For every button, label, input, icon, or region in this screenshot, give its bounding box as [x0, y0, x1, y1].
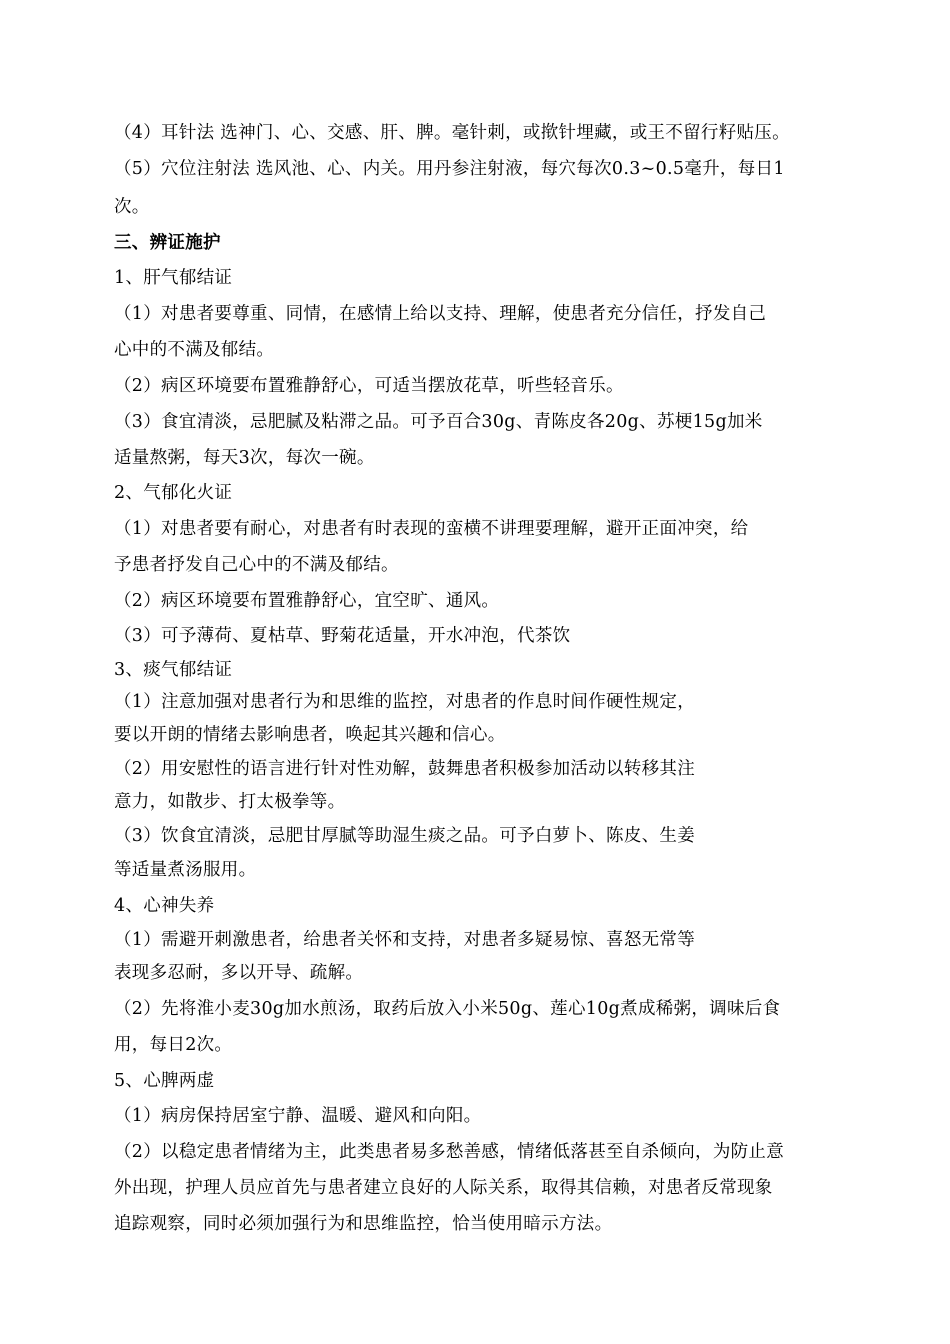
text-line: （4）耳针法 选神门、心、交感、肝、脾。毫针刺，或揿针埋藏，或王不留行籽贴压。	[114, 123, 790, 143]
text-line: （1）对患者要有耐心，对患者有时表现的蛮横不讲理要理解，避开正面冲突，给	[114, 519, 749, 539]
text-line: （2）以稳定患者情绪为主，此类患者易多愁善感，情绪低落甚至自杀倾向，为防止意	[114, 1142, 785, 1162]
text-line: 予患者抒发自己心中的不满及郁结。	[114, 555, 399, 575]
text-line: 等适量煮汤服用。	[114, 860, 257, 880]
text-line: （3）可予薄荷、夏枯草、野菊花适量，开水冲泡，代茶饮	[114, 626, 571, 646]
text-line: 表现多忍耐，多以开导、疏解。	[114, 963, 364, 983]
subsection-heading: 3、痰气郁结证	[114, 660, 233, 680]
subsection-heading: 5、心脾两虚	[114, 1071, 215, 1091]
subsection-heading: 4、心神失养	[114, 896, 215, 916]
text-line: 适量熬粥，每天3次，每次一碗。	[114, 448, 375, 468]
text-line: （2）病区环境要布置雅静舒心，可适当摆放花草，听些轻音乐。	[114, 376, 624, 396]
text-line: 心中的不满及郁结。	[114, 340, 275, 360]
text-line: 追踪观察，同时必须加强行为和思维监控，恰当使用暗示方法。	[114, 1214, 613, 1234]
text-line: （1）注意加强对患者行为和思维的监控，对患者的作息时间作硬性规定，	[114, 692, 696, 712]
text-line: 外出现，护理人员应首先与患者建立良好的人际关系，取得其信赖，对患者反常现象	[114, 1178, 773, 1198]
text-line: （1）病房保持居室宁静、温暖、避风和向阳。	[114, 1106, 482, 1126]
subsection-heading: 1、肝气郁结证	[114, 268, 233, 288]
text-line: （2）病区环境要布置雅静舒心，宜空旷、通风。	[114, 591, 500, 611]
section-heading: 三、辨证施护	[114, 233, 221, 253]
text-line: （1）需避开刺激患者，给患者关怀和支持，对患者多疑易惊、喜怒无常等	[114, 930, 696, 950]
text-line: 意力，如散步、打太极拳等。	[114, 792, 346, 812]
text-line: （2）先将淮小麦30g加水煎汤，取药后放入小米50g、莲心10g煮成稀粥，调味后食	[114, 999, 781, 1019]
subsection-heading: 2、气郁化火证	[114, 483, 233, 503]
text-line: 要以开朗的情绪去影响患者，唤起其兴趣和信心。	[114, 725, 506, 745]
text-line: 次。	[114, 197, 150, 217]
text-line: （1）对患者要尊重、同情，在感情上给以支持、理解，使患者充分信任，抒发自己	[114, 304, 767, 324]
text-line: （3）食宜清淡，忌肥腻及粘滞之品。可予百合30g、青陈皮各20g、苏梗15g加米	[114, 412, 763, 432]
text-line: （3）饮食宜清淡，忌肥甘厚腻等助湿生痰之品。可予白萝卜、陈皮、生姜	[114, 826, 696, 846]
text-line: （2）用安慰性的语言进行针对性劝解，鼓舞患者积极参加活动以转移其注	[114, 759, 696, 779]
text-line: 用，每日2次。	[114, 1035, 233, 1055]
text-line: （5）穴位注射法 选风池、心、内关。用丹参注射液，每穴每次0.3~0.5毫升，每日1	[114, 159, 785, 179]
